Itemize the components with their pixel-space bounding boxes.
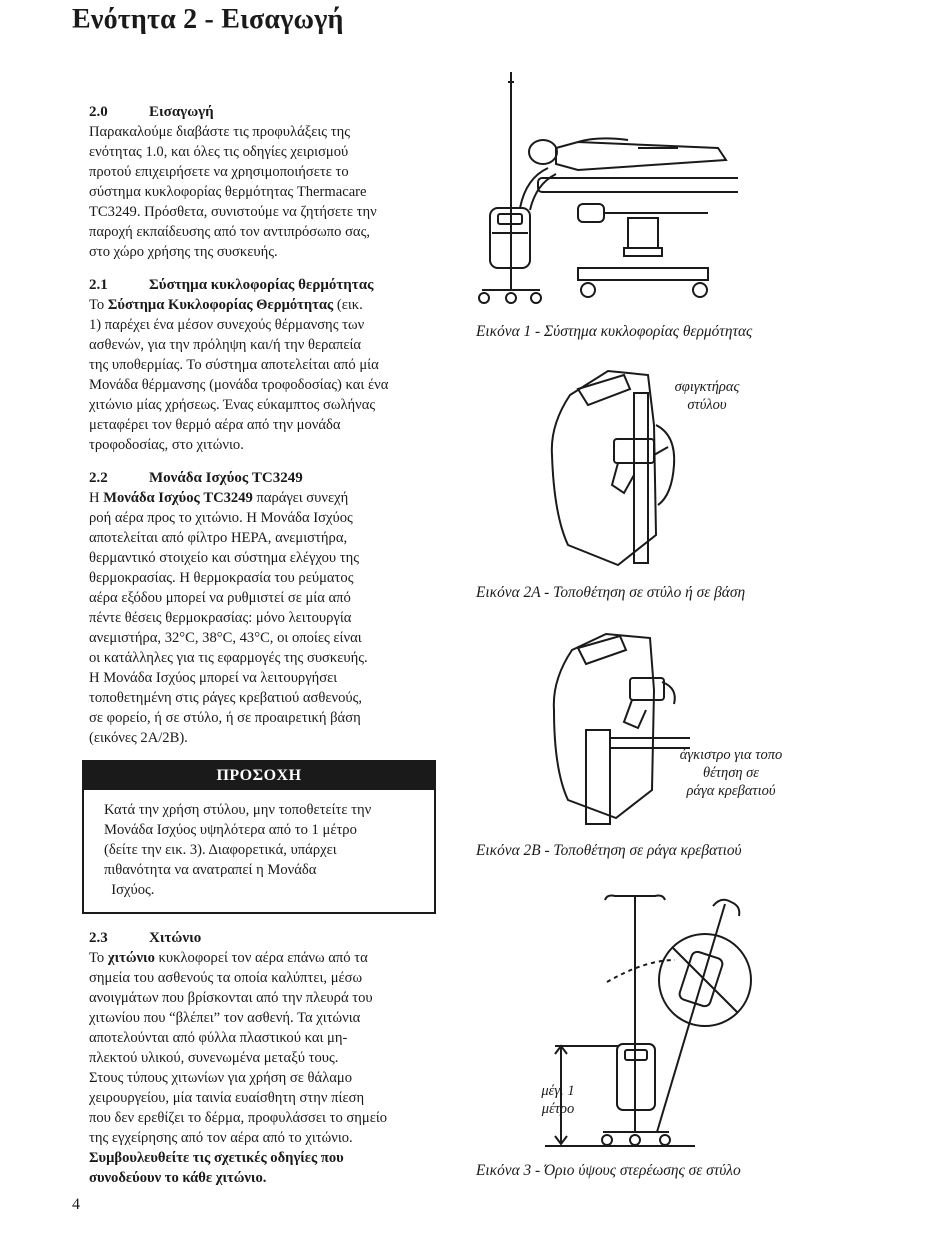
text-line: ροή αέρα προς το χιτώνιο. Η Μονάδα Ισχύος (89, 510, 353, 526)
text-line: αέρα εξόδου μπορεί να ρυθμιστεί σε μία από (89, 590, 351, 606)
section-number: 2.3 (89, 930, 108, 946)
text-line: που δεν ερεθίζει το δέρμα, προφυλάσσει το σημείο (89, 1110, 388, 1126)
section-2-3 (89, 928, 441, 1188)
figure-3-caption: Εικόνα 3 - Όριο ύψους στερέωσης σε στύλο (476, 1162, 741, 1179)
figure-1-caption: Εικόνα 1 - Σύστημα κυκλοφορίας θερμότητας (476, 323, 753, 340)
text-line: τοποθετημένη στις ράγες κρεβατιού ασθενούς, (89, 690, 363, 706)
text-line: Κατά την χρήση στύλου, μην τοποθετείτε την (104, 802, 372, 818)
figure-2a-caption: Εικόνα 2A - Τοποθέτηση σε στύλο ή σε βάση (476, 584, 746, 601)
section-body (89, 488, 441, 748)
section-2-0 (89, 102, 441, 262)
text-line: χιτωνίου που “βλέπει” τον ασθενή. Τα χιτώνια (89, 1010, 361, 1026)
left-column (89, 102, 441, 761)
text-line: σε φορείο, ή σε στύλο, ή σε προαιρετική βάση (89, 710, 361, 726)
section-number: 2.1 (89, 277, 108, 293)
text-line: της υποθερμίας. Το σύστημα αποτελείται από μία (89, 357, 379, 373)
section-heading (89, 928, 441, 948)
figure-2b-caption: Εικόνα 2B - Τοποθέτηση σε ράγα κρεβατιού (476, 842, 742, 859)
figure-1-illustration (478, 68, 738, 313)
text-line: της εγχείρησης από τον αέρα από το χιτώνιο. (89, 1130, 353, 1146)
text-line: ασθενών, για την πρόληψη και/ή την θεραπεία (89, 337, 362, 353)
text-line: σύστημα κυκλοφορίας θερμότητας Thermacare (89, 184, 367, 200)
bold-line: Συμβουλευθείτε τις σχετικές οδηγίες που (89, 1150, 344, 1166)
section-heading (89, 468, 441, 488)
text-line: ενότητας 1.0, και όλες τις οδηγίες χειρισμού (89, 144, 349, 160)
text-line: Η Μονάδα Ισχύος μπορεί να λειτουργήσει (89, 670, 338, 686)
section-title: Εισαγωγή (149, 104, 214, 120)
text-line: στο χώρο χρήσης της συσκευής. (89, 244, 278, 260)
page-number: 4 (72, 1196, 80, 1213)
text-line: Στους τύπους χιτωνίων για χρήση σε θάλαμο (89, 1070, 353, 1086)
section-body (89, 948, 441, 1188)
text-line: Παρακαλούμε διαβάστε τις προφυλάξεις της (89, 124, 351, 140)
text-line: θερμαντικό στοιχείο και σύστημα ελέγχου της (89, 550, 360, 566)
section-2-2 (89, 468, 441, 748)
text-line: χειρουργείου, μία ταινία ευαίσθητη στην πίεση (89, 1090, 365, 1106)
bold-term: Σύστημα Κυκλοφορίας Θερμότητας (107, 297, 334, 313)
bold-term: χιτώνιο (107, 950, 155, 966)
bold-line: συνοδεύουν το κάθε χιτώνιο. (89, 1170, 267, 1186)
caution-body (84, 790, 434, 900)
caution-title: ΠΡΟΣΟΧΗ (84, 762, 434, 790)
figure-2b-label: άγκιστρο για τοπο θέτηση σε ράγα κρεβατιού (679, 747, 783, 799)
text-line: Ισχύος. (104, 882, 155, 898)
section-title: Σύστημα κυκλοφορίας θερμότητας (149, 277, 374, 293)
section-body (89, 122, 441, 262)
section-title: Μονάδα Ισχύος TC3249 (149, 470, 303, 486)
text-line: TC3249. Πρόσθετα, συνιστούμε να ζητήσετε την (89, 204, 377, 220)
text-line: Η Μονάδα Ισχύος TC3249 παράγει συνεχή (89, 490, 349, 506)
bold-term: Μονάδα Ισχύος TC3249 (103, 490, 253, 506)
text-line: μεταφέρει τον θερμό αέρα από την μονάδα (89, 417, 341, 433)
text-line: προτού επιχειρήσετε να χρησιμοποιήσετε το (89, 164, 349, 180)
text-line: Μονάδα Ισχύος υψηλότερα από το 1 μέτρο (104, 822, 357, 838)
figure-3-label: μέγ. 1 μέτρο (541, 1083, 575, 1117)
text-line: πιθανότητα να ανατραπεί η Μονάδα (104, 862, 317, 878)
text-line: θερμοκρασίας. Η θερμοκρασία του ρεύματος (89, 570, 354, 586)
section-title: Χιτώνιο (149, 930, 202, 946)
section-heading (89, 102, 441, 122)
text-line: αποτελείται από φίλτρο HEPA, ανεμιστήρα, (89, 530, 348, 546)
text-line: πλεκτού υλικού, συνενωμένα μεταξύ τους. (89, 1050, 339, 1066)
text-line: (δείτε την εικ. 3). Διαφορετικά, υπάρχει (104, 842, 337, 858)
text-line: αποτελούνται από φύλλα πλαστικού και μη- (89, 1030, 348, 1046)
text-line: σημεία του ασθενούς τα οποία καλύπτει, μέσω (89, 970, 363, 986)
text-line: Το Σύστημα Κυκλοφορίας Θερμότητας (εικ. (89, 297, 363, 313)
figure-2a-label: σφιγκτήρας στύλου (674, 379, 740, 413)
text-line: πέντε θέσεις θερμοκρασίας: μόνο λειτουργία (89, 610, 352, 626)
text-line: Μονάδα θέρμανσης (μονάδα τροφοδοσίας) και ένα (89, 377, 389, 393)
text-line: χιτώνιο μίας χρήσεως. Ένας εύκαμπτος σωλήνας (89, 397, 376, 413)
text-line: τροφοδοσίας, στο χιτώνιο. (89, 437, 244, 453)
text-line: οι κατάλληλες για τις εφαρμογές της συσκευής. (89, 650, 368, 666)
section-heading (89, 275, 441, 295)
section-number: 2.0 (89, 104, 108, 120)
text-line: παροχή εκπαίδευσης από τον αντιπρόσωπο σας, (89, 224, 371, 240)
text-line: ανοιγμάτων που βρίσκονται από την πλευρά του (89, 990, 373, 1006)
text-line: ανεμιστήρα, 32°C, 38°C, 43°C, οι οποίες είναι (89, 630, 362, 646)
text-line: Το χιτώνιο κυκλοφορεί τον αέρα επάνω από τα (89, 950, 368, 966)
caution-box (82, 760, 436, 914)
section-number: 2.2 (89, 470, 108, 486)
section-body (89, 295, 441, 455)
section-2-1 (89, 275, 441, 455)
text-line: 1) παρέχει ένα μέσον συνεχούς θέρμανσης των (89, 317, 365, 333)
text-line: (εικόνες 2A/2B). (89, 730, 188, 746)
page-title: Ενότητα 2 - Εισαγωγή (72, 4, 344, 35)
